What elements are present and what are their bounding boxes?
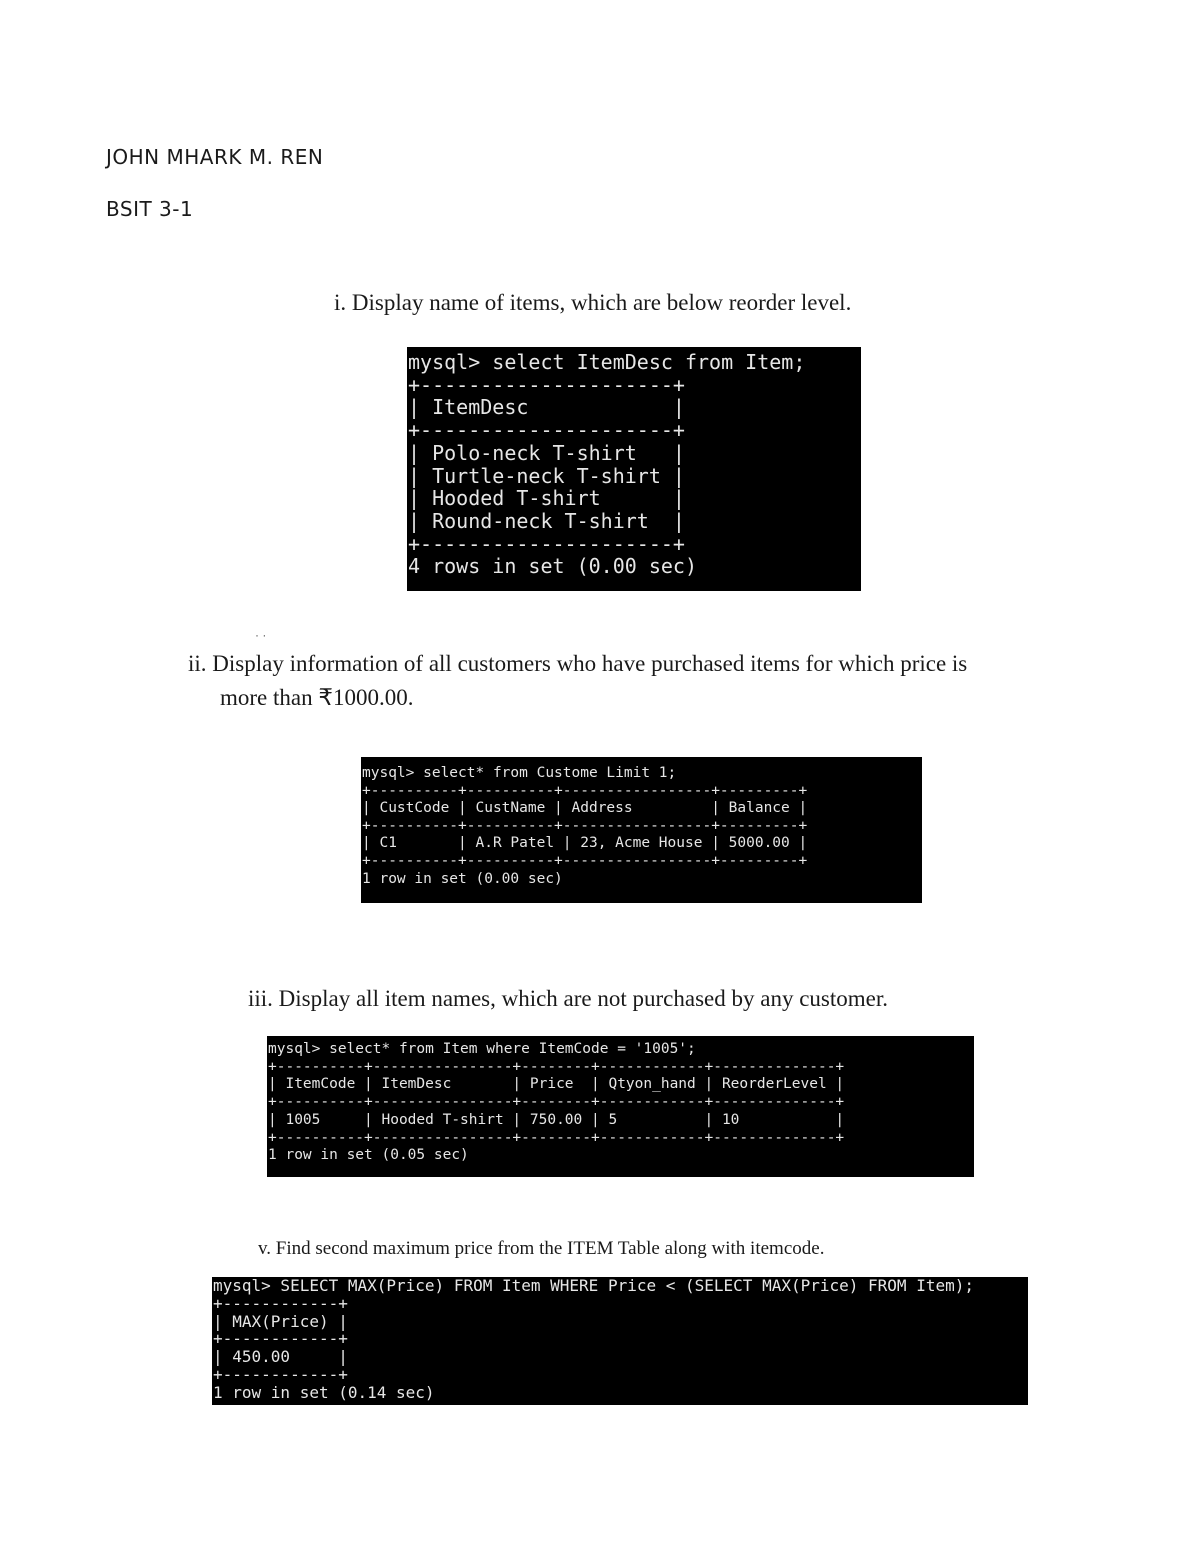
- terminal-4-footer: 1 row in set (0.14 sec): [213, 1382, 435, 1402]
- terminal-1-query: mysql> select ItemDesc from Item;: [408, 350, 806, 374]
- terminal-2-border-bottom: +----------+----------+-----------------+---------+: [362, 852, 808, 869]
- table-row: | C1 | A.R Patel | 23, Acme House | 5000.00 |: [362, 835, 808, 852]
- question-3: [248, 982, 888, 1016]
- terminal-1-footer: 4 rows in set (0.00 sec): [408, 554, 697, 579]
- terminal-output-2: [361, 757, 922, 903]
- question-1-number: i.: [334, 290, 347, 315]
- terminal-2-header-row: | CustCode | CustName | Address | Balance |: [362, 800, 808, 817]
- terminal-4-border-mid: +------------+: [213, 1329, 348, 1349]
- stray-marks: · ·: [255, 628, 267, 642]
- terminal-1-border-bottom: +---------------------+: [408, 531, 685, 556]
- question-3-text: Display all item names, which are not purchased by any customer.: [278, 986, 889, 1011]
- question-5-text: Find second maximum price from the ITEM Table along with itemcode.: [275, 1238, 825, 1259]
- terminal-1-border-top: +---------------------+: [408, 372, 685, 397]
- terminal-3-border-bottom: +----------+----------------+--------+------------+--------------+: [268, 1129, 845, 1146]
- table-row: | Turtle-neck T-shirt |: [408, 463, 685, 488]
- terminal-3-border-top: +----------+----------------+--------+------------+--------------+: [268, 1058, 845, 1075]
- terminal-3-footer: 1 row in set (0.05 sec): [268, 1147, 469, 1164]
- terminal-1-header-row: | ItemDesc |: [408, 395, 685, 420]
- question-2-text: Display information of all customers who have purchased items for which price is: [212, 651, 968, 676]
- student-name: JOHN MHARK M. REN: [106, 145, 324, 169]
- terminal-2-border-mid: +----------+----------+-----------------+---------+: [362, 817, 808, 834]
- table-row: | Polo-neck T-shirt |: [408, 440, 685, 465]
- terminal-3-query: mysql> select* from Item where ItemCode = '1005';: [268, 1041, 696, 1057]
- question-2-continued: more than ₹1000.00.: [220, 685, 414, 710]
- question-5-number: v.: [258, 1238, 272, 1259]
- terminal-2-border-top: +----------+----------+-----------------+---------+: [362, 782, 808, 799]
- question-3-number: iii.: [248, 986, 273, 1011]
- question-2: [188, 647, 967, 681]
- terminal-2-footer: 1 row in set (0.00 sec): [362, 870, 563, 887]
- terminal-output-1: [407, 347, 861, 591]
- question-1: [334, 286, 851, 320]
- terminal-4-query: mysql> SELECT MAX(Price) FROM Item WHERE Price < (SELECT MAX(Price) FROM Item);: [213, 1277, 974, 1295]
- question-1-text: Display name of items, which are below reorder level.: [351, 290, 852, 315]
- terminal-1-border-mid: +---------------------+: [408, 418, 685, 443]
- terminal-3-header-row: | ItemCode | ItemDesc | Price | Qtyon_hand | ReorderLevel |: [268, 1076, 845, 1093]
- table-row: | Hooded T-shirt |: [408, 486, 685, 511]
- terminal-output-4: [212, 1277, 1028, 1405]
- table-row: | 450.00 |: [213, 1347, 348, 1367]
- terminal-4-header-row: | MAX(Price) |: [213, 1311, 348, 1331]
- terminal-3-border-mid: +----------+----------------+--------+------------+--------------+: [268, 1094, 845, 1111]
- table-row: | 1005 | Hooded T-shirt | 750.00 | 5 | 10 |: [268, 1111, 845, 1128]
- terminal-4-border-top: +------------+: [213, 1293, 348, 1313]
- terminal-4-border-bottom: +------------+: [213, 1364, 348, 1384]
- question-2-number: ii.: [188, 651, 207, 676]
- terminal-2-query: mysql> select* from Custome Limit 1;: [362, 765, 677, 781]
- question-5: [258, 1232, 824, 1266]
- student-section: BSIT 3-1: [106, 197, 194, 221]
- table-row: | Round-neck T-shirt |: [408, 508, 685, 533]
- terminal-output-3: [267, 1036, 974, 1177]
